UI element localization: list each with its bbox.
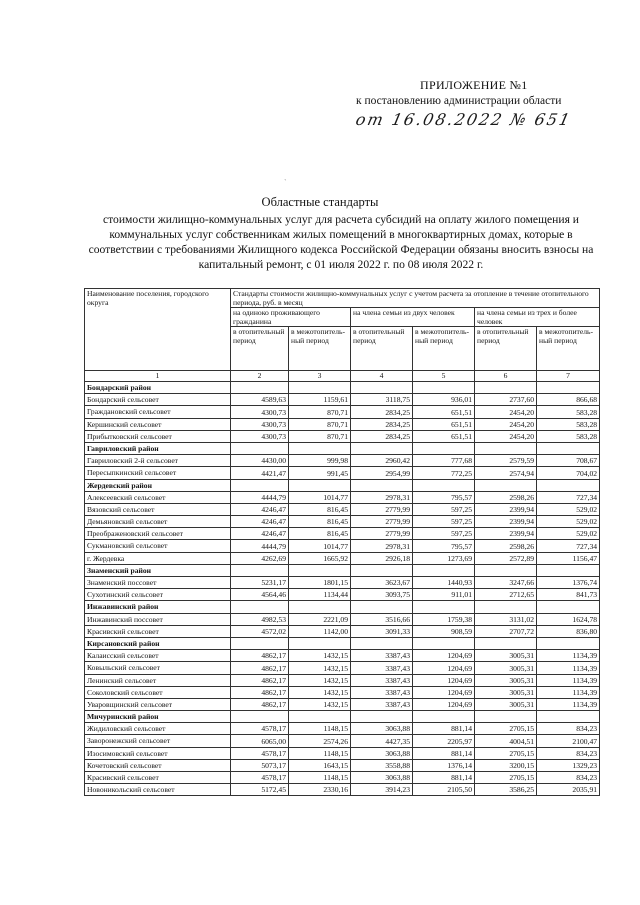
column-number: 1 <box>85 371 231 382</box>
value-cell: 3387,43 <box>351 698 413 710</box>
value-cell: 3005,31 <box>475 698 537 710</box>
table-row <box>85 418 600 430</box>
value-cell: 3005,31 <box>475 650 537 662</box>
value-cell: 727,34 <box>537 491 600 503</box>
value-cell: 4578,17 <box>231 772 289 784</box>
value-cell: 836,80 <box>537 625 600 637</box>
value-cell: 2221,09 <box>289 613 351 625</box>
district-name: Гавриловский район <box>85 442 231 454</box>
table-row <box>85 686 600 698</box>
value-cell: 2707,72 <box>475 625 537 637</box>
value-cell: 1204,69 <box>413 662 475 674</box>
header-nonheating: в межотопитель-ный период <box>537 327 600 371</box>
value-cell: 2712,65 <box>475 589 537 601</box>
table-row <box>85 784 600 796</box>
district-row <box>85 637 600 649</box>
value-cell: 870,71 <box>289 406 351 418</box>
district-row <box>85 382 600 394</box>
column-number: 7 <box>537 371 600 382</box>
value-cell: 2454,20 <box>475 418 537 430</box>
value-cell: 881,14 <box>413 772 475 784</box>
value-cell: 3387,43 <box>351 650 413 662</box>
district-row <box>85 711 600 723</box>
appendix-subtitle: к постановлению администрации области <box>356 95 562 107</box>
table-row <box>85 491 600 503</box>
table-row <box>85 406 600 418</box>
value-cell: 1134,39 <box>537 698 600 710</box>
value-cell: 3387,43 <box>351 662 413 674</box>
empty-cell <box>231 637 289 649</box>
value-cell: 3914,23 <box>351 784 413 796</box>
value-cell: 4444,79 <box>231 491 289 503</box>
table-row <box>85 772 600 784</box>
value-cell: 583,28 <box>537 406 600 418</box>
empty-cell <box>413 479 475 491</box>
value-cell: 834,23 <box>537 723 600 735</box>
settlement-name: Вязовский сельсовет <box>85 503 231 515</box>
value-cell: 834,23 <box>537 772 600 784</box>
value-cell: 4300,73 <box>231 418 289 430</box>
settlement-name: Алексеевский сельсовет <box>85 491 231 503</box>
empty-cell <box>413 442 475 454</box>
value-cell: 3247,66 <box>475 577 537 589</box>
value-cell: 4246,47 <box>231 528 289 540</box>
empty-cell <box>475 711 537 723</box>
settlement-name: Кочетовский сельсовет <box>85 759 231 771</box>
settlement-name: Прибытковский сельсовет <box>85 430 231 442</box>
value-cell: 2399,94 <box>475 503 537 515</box>
table-row <box>85 552 600 564</box>
settlement-name: Красивский сельсовет <box>85 772 231 784</box>
empty-cell <box>289 711 351 723</box>
standards-table <box>84 288 600 796</box>
value-cell: 1156,47 <box>537 552 600 564</box>
value-cell: 3005,31 <box>475 686 537 698</box>
value-cell: 4578,17 <box>231 723 289 735</box>
value-cell: 2834,25 <box>351 406 413 418</box>
value-cell: 529,02 <box>537 503 600 515</box>
empty-cell <box>537 442 600 454</box>
value-cell: 2705,15 <box>475 723 537 735</box>
value-cell: 3558,88 <box>351 759 413 771</box>
scan-mark: ` <box>284 178 287 187</box>
table-row <box>85 625 600 637</box>
settlement-name: Изосимовский сельсовет <box>85 747 231 759</box>
table-row <box>85 747 600 759</box>
value-cell: 1432,15 <box>289 674 351 686</box>
value-cell: 2454,20 <box>475 430 537 442</box>
value-cell: 5073,17 <box>231 759 289 771</box>
value-cell: 2574,94 <box>475 467 537 479</box>
value-cell: 1432,15 <box>289 698 351 710</box>
value-cell: 3005,31 <box>475 674 537 686</box>
value-cell: 3131,02 <box>475 613 537 625</box>
value-cell: 651,51 <box>413 430 475 442</box>
value-cell: 4862,17 <box>231 686 289 698</box>
value-cell: 2598,26 <box>475 491 537 503</box>
settlement-name: Граждановский сельсовет <box>85 406 231 418</box>
value-cell: 1759,38 <box>413 613 475 625</box>
empty-cell <box>231 479 289 491</box>
settlement-name: Соколовский сельсовет <box>85 686 231 698</box>
value-cell: 1665,92 <box>289 552 351 564</box>
value-cell: 651,51 <box>413 418 475 430</box>
empty-cell <box>475 564 537 576</box>
table-row <box>85 674 600 686</box>
value-cell: 841,73 <box>537 589 600 601</box>
empty-cell <box>289 382 351 394</box>
value-cell: 2834,25 <box>351 418 413 430</box>
value-cell: 1134,44 <box>289 589 351 601</box>
value-cell: 999,98 <box>289 455 351 467</box>
empty-cell <box>351 479 413 491</box>
value-cell: 2454,20 <box>475 406 537 418</box>
empty-cell <box>413 711 475 723</box>
settlement-name: Жидиловский сельсовет <box>85 723 231 735</box>
column-number: 5 <box>413 371 475 382</box>
empty-cell <box>537 601 600 613</box>
settlement-name: г. Жердевка <box>85 552 231 564</box>
value-cell: 1273,69 <box>413 552 475 564</box>
value-cell: 704,02 <box>537 467 600 479</box>
settlement-name: Красивский сельсовет <box>85 625 231 637</box>
empty-cell <box>231 382 289 394</box>
value-cell: 3387,43 <box>351 674 413 686</box>
value-cell: 1643,15 <box>289 759 351 771</box>
value-cell: 1376,14 <box>413 759 475 771</box>
value-cell: 2779,99 <box>351 528 413 540</box>
value-cell: 870,71 <box>289 418 351 430</box>
value-cell: 1134,39 <box>537 686 600 698</box>
header-single: на одиноко проживающего гражданина <box>231 308 351 327</box>
settlement-name: Сукмановский сельсовет <box>85 540 231 552</box>
value-cell: 4862,17 <box>231 662 289 674</box>
empty-cell <box>475 637 537 649</box>
document-title: Областные стандарты <box>261 195 379 209</box>
value-cell: 1134,39 <box>537 662 600 674</box>
value-cell: 4004,51 <box>475 735 537 747</box>
value-cell: 1801,15 <box>289 577 351 589</box>
value-cell: 795,57 <box>413 491 475 503</box>
value-cell: 4444,79 <box>231 540 289 552</box>
district-name: Знаменский район <box>85 564 231 576</box>
value-cell: 816,45 <box>289 516 351 528</box>
value-cell: 4300,73 <box>231 406 289 418</box>
value-cell: 4572,02 <box>231 625 289 637</box>
settlement-name: Кершинский сельсовет <box>85 418 231 430</box>
value-cell: 651,51 <box>413 406 475 418</box>
value-cell: 3063,88 <box>351 723 413 735</box>
value-cell: 1204,69 <box>413 650 475 662</box>
value-cell: 795,57 <box>413 540 475 552</box>
table-row <box>85 430 600 442</box>
district-row <box>85 442 600 454</box>
table-row <box>85 723 600 735</box>
value-cell: 816,45 <box>289 503 351 515</box>
handwritten-date-number: от 16.08.2022 № 651 <box>353 110 574 129</box>
table-row <box>85 698 600 710</box>
value-cell: 3063,88 <box>351 747 413 759</box>
column-number: 6 <box>475 371 537 382</box>
value-cell: 2978,31 <box>351 491 413 503</box>
value-cell: 597,25 <box>413 528 475 540</box>
value-cell: 3516,66 <box>351 613 413 625</box>
table-row <box>85 394 600 406</box>
value-cell: 936,01 <box>413 394 475 406</box>
settlement-name: Сухотинский сельсовет <box>85 589 231 601</box>
column-number: 3 <box>289 371 351 382</box>
value-cell: 2205,97 <box>413 735 475 747</box>
value-cell: 2705,15 <box>475 772 537 784</box>
appendix-label: ПРИЛОЖЕНИЕ №1 <box>420 78 528 92</box>
district-name: Бондарский район <box>85 382 231 394</box>
empty-cell <box>351 637 413 649</box>
value-cell: 2779,99 <box>351 516 413 528</box>
value-cell: 2960,42 <box>351 455 413 467</box>
value-cell: 4262,69 <box>231 552 289 564</box>
empty-cell <box>413 601 475 613</box>
empty-cell <box>413 382 475 394</box>
document-subtitle: стоимости жилищно-коммунальных услуг для расчета субсидий на оплату жилого помещения и коммунальных услуг собственникам жилых помещений в многоквартирных домах, которые в соответствии с требованиями Жилищного кодекса Российской Федерации обязаны вносить взносы на капитальный ремонт, с 01 июля 2022 г. по 08 июля 2022 г. <box>88 213 594 271</box>
value-cell: 2572,89 <box>475 552 537 564</box>
header-nonheating: в межотопитель-ный период <box>289 327 351 371</box>
value-cell: 3093,75 <box>351 589 413 601</box>
table-row <box>85 589 600 601</box>
district-row <box>85 564 600 576</box>
table-row <box>85 467 600 479</box>
value-cell: 3200,15 <box>475 759 537 771</box>
empty-cell <box>351 711 413 723</box>
column-number: 4 <box>351 371 413 382</box>
value-cell: 3586,25 <box>475 784 537 796</box>
value-cell: 529,02 <box>537 528 600 540</box>
value-cell: 1432,15 <box>289 686 351 698</box>
value-cell: 5172,45 <box>231 784 289 796</box>
value-cell: 2779,99 <box>351 503 413 515</box>
column-number: 2 <box>231 371 289 382</box>
value-cell: 1204,69 <box>413 674 475 686</box>
table-row <box>85 662 600 674</box>
value-cell: 4982,53 <box>231 613 289 625</box>
value-cell: 708,67 <box>537 455 600 467</box>
value-cell: 1204,69 <box>413 698 475 710</box>
value-cell: 2399,94 <box>475 528 537 540</box>
value-cell: 2737,60 <box>475 394 537 406</box>
value-cell: 1376,74 <box>537 577 600 589</box>
district-row <box>85 479 600 491</box>
empty-cell <box>351 601 413 613</box>
value-cell: 866,68 <box>537 394 600 406</box>
value-cell: 1204,69 <box>413 686 475 698</box>
value-cell: 1014,77 <box>289 540 351 552</box>
settlement-name: Демьяновский сельсовет <box>85 516 231 528</box>
empty-cell <box>231 564 289 576</box>
empty-cell <box>537 479 600 491</box>
value-cell: 908,59 <box>413 625 475 637</box>
value-cell: 2579,59 <box>475 455 537 467</box>
header-standards: Стандарты стоимости жилищно-коммунальных услуг с учетом расчета за отопление в течение отопительного периода, руб. в месяц <box>231 289 600 308</box>
header-heating: в отопительный период <box>475 327 537 371</box>
value-cell: 3118,75 <box>351 394 413 406</box>
value-cell: 529,02 <box>537 516 600 528</box>
empty-cell <box>289 442 351 454</box>
value-cell: 1148,15 <box>289 723 351 735</box>
value-cell: 816,45 <box>289 528 351 540</box>
value-cell: 2574,26 <box>289 735 351 747</box>
header-three-person: на члена семьи из трех и более человек <box>475 308 600 327</box>
table-row <box>85 759 600 771</box>
value-cell: 1134,39 <box>537 674 600 686</box>
header-nonheating: в межотопитель-ный период <box>413 327 475 371</box>
value-cell: 1624,78 <box>537 613 600 625</box>
value-cell: 2330,16 <box>289 784 351 796</box>
value-cell: 4578,17 <box>231 747 289 759</box>
empty-cell <box>351 442 413 454</box>
value-cell: 4430,00 <box>231 455 289 467</box>
empty-cell <box>475 382 537 394</box>
table-row <box>85 735 600 747</box>
value-cell: 2834,25 <box>351 430 413 442</box>
value-cell: 597,25 <box>413 516 475 528</box>
table-row <box>85 577 600 589</box>
value-cell: 4862,17 <box>231 674 289 686</box>
value-cell: 4421,47 <box>231 467 289 479</box>
value-cell: 2978,31 <box>351 540 413 552</box>
value-cell: 4427,35 <box>351 735 413 747</box>
district-row <box>85 601 600 613</box>
value-cell: 597,25 <box>413 503 475 515</box>
header-settlement: Наименование поселения, городского округа <box>85 289 231 371</box>
value-cell: 5231,17 <box>231 577 289 589</box>
settlement-name: Преображеновский сельсовет <box>85 528 231 540</box>
value-cell: 4589,63 <box>231 394 289 406</box>
value-cell: 583,28 <box>537 418 600 430</box>
settlement-name: Инжавинский поссовет <box>85 613 231 625</box>
empty-cell <box>537 637 600 649</box>
empty-cell <box>475 601 537 613</box>
value-cell: 3091,33 <box>351 625 413 637</box>
value-cell: 2954,99 <box>351 467 413 479</box>
value-cell: 870,71 <box>289 430 351 442</box>
empty-cell <box>475 479 537 491</box>
value-cell: 727,34 <box>537 540 600 552</box>
value-cell: 4246,47 <box>231 503 289 515</box>
value-cell: 4246,47 <box>231 516 289 528</box>
empty-cell <box>231 442 289 454</box>
table-row <box>85 516 600 528</box>
value-cell: 1014,77 <box>289 491 351 503</box>
settlement-name: Новоникольский сельсовет <box>85 784 231 796</box>
value-cell: 2705,15 <box>475 747 537 759</box>
district-name: Жердевский район <box>85 479 231 491</box>
settlement-name: Ковыльский сельсовет <box>85 662 231 674</box>
empty-cell <box>537 564 600 576</box>
table-row <box>85 540 600 552</box>
value-cell: 2035,91 <box>537 784 600 796</box>
empty-cell <box>351 564 413 576</box>
value-cell: 777,68 <box>413 455 475 467</box>
value-cell: 1432,15 <box>289 662 351 674</box>
table-row <box>85 503 600 515</box>
settlement-name: Ленинский сельсовет <box>85 674 231 686</box>
empty-cell <box>289 637 351 649</box>
settlement-name: Знаменский поссовет <box>85 577 231 589</box>
value-cell: 4300,73 <box>231 430 289 442</box>
table-row <box>85 613 600 625</box>
value-cell: 1440,93 <box>413 577 475 589</box>
empty-cell <box>475 442 537 454</box>
header-heating: в отопительный период <box>231 327 289 371</box>
settlement-name: Уваровщинский сельсовет <box>85 698 231 710</box>
value-cell: 1134,39 <box>537 650 600 662</box>
value-cell: 881,14 <box>413 747 475 759</box>
value-cell: 991,45 <box>289 467 351 479</box>
value-cell: 4862,17 <box>231 650 289 662</box>
value-cell: 2105,50 <box>413 784 475 796</box>
empty-cell <box>537 382 600 394</box>
empty-cell <box>289 564 351 576</box>
value-cell: 583,28 <box>537 430 600 442</box>
value-cell: 834,23 <box>537 747 600 759</box>
settlement-name: Заворонежский сельсовет <box>85 735 231 747</box>
value-cell: 1329,23 <box>537 759 600 771</box>
table-row <box>85 455 600 467</box>
settlement-name: Калаисский сельсовет <box>85 650 231 662</box>
value-cell: 1148,15 <box>289 772 351 784</box>
settlement-name: Бондарский сельсовет <box>85 394 231 406</box>
value-cell: 2399,94 <box>475 516 537 528</box>
settlement-name: Пересыпкинский сельсовет <box>85 467 231 479</box>
header-two-person: на члена семьи из двух человек <box>351 308 475 327</box>
empty-cell <box>289 601 351 613</box>
value-cell: 2926,18 <box>351 552 413 564</box>
value-cell: 772,25 <box>413 467 475 479</box>
empty-cell <box>231 711 289 723</box>
empty-cell <box>231 601 289 613</box>
empty-cell <box>537 711 600 723</box>
district-name: Инжавинский район <box>85 601 231 613</box>
table-row <box>85 650 600 662</box>
header-heating: в отопительный период <box>351 327 413 371</box>
settlement-name: Гавриловский 2-й сельсовет <box>85 455 231 467</box>
value-cell: 911,01 <box>413 589 475 601</box>
value-cell: 4862,17 <box>231 698 289 710</box>
value-cell: 1159,61 <box>289 394 351 406</box>
district-name: Кирсановский район <box>85 637 231 649</box>
value-cell: 3387,43 <box>351 686 413 698</box>
value-cell: 6065,00 <box>231 735 289 747</box>
value-cell: 3063,88 <box>351 772 413 784</box>
value-cell: 1142,00 <box>289 625 351 637</box>
value-cell: 3623,67 <box>351 577 413 589</box>
empty-cell <box>413 564 475 576</box>
value-cell: 4564,46 <box>231 589 289 601</box>
value-cell: 881,14 <box>413 723 475 735</box>
value-cell: 2598,26 <box>475 540 537 552</box>
empty-cell <box>351 382 413 394</box>
value-cell: 1148,15 <box>289 747 351 759</box>
district-name: Мичуринский район <box>85 711 231 723</box>
value-cell: 2100,47 <box>537 735 600 747</box>
value-cell: 3005,31 <box>475 662 537 674</box>
empty-cell <box>413 637 475 649</box>
table-row <box>85 528 600 540</box>
value-cell: 1432,15 <box>289 650 351 662</box>
empty-cell <box>289 479 351 491</box>
